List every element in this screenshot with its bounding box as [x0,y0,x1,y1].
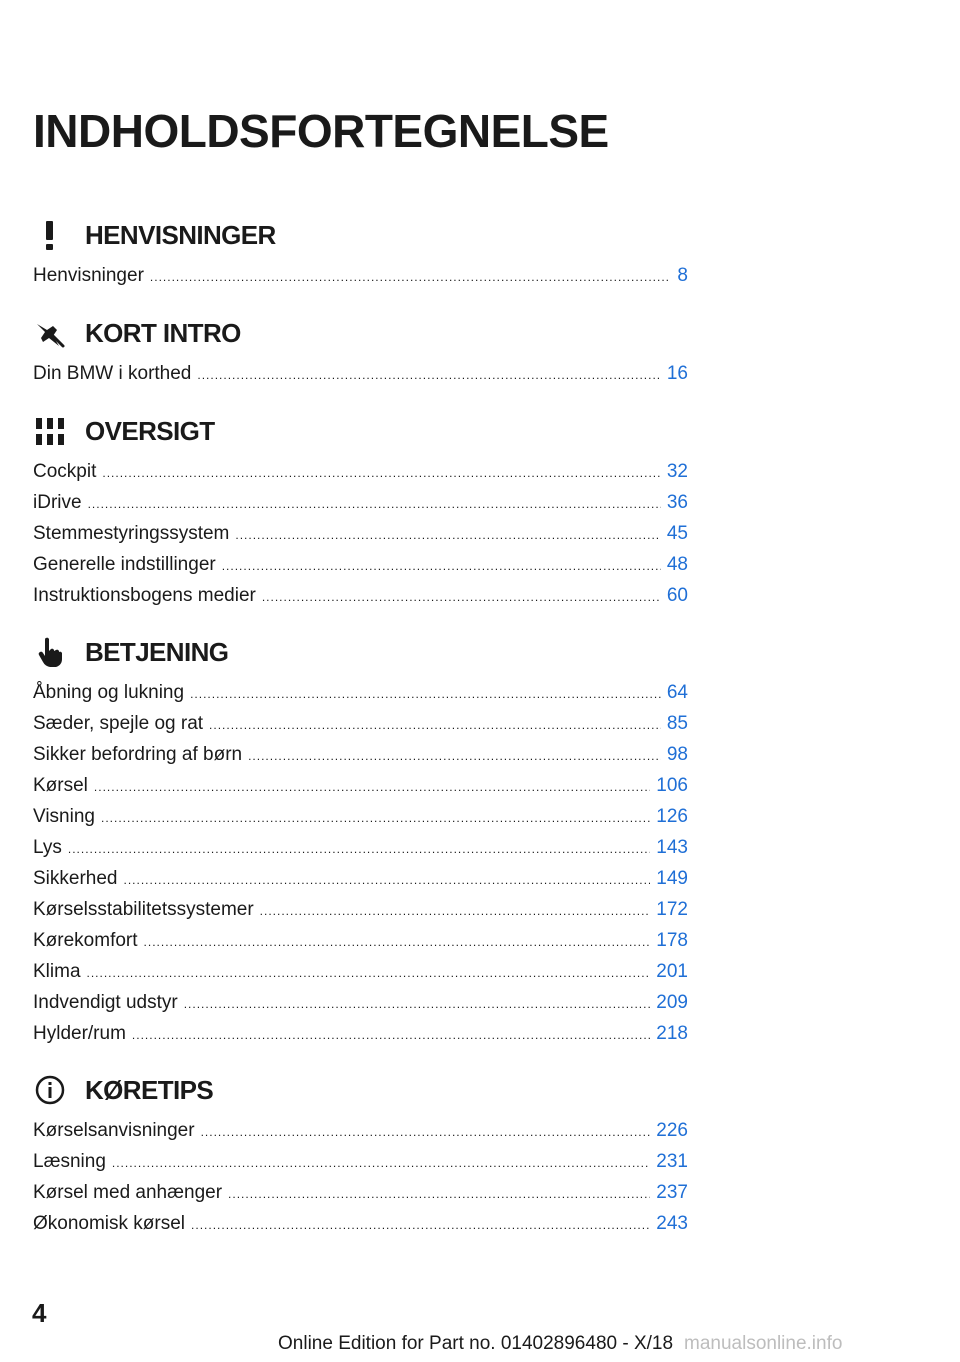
toc-entry-label: Åbning og lukning [33,682,185,703]
toc-entry-page: 36 [666,492,688,513]
toc-entry[interactable] [33,925,688,956]
grid-icon [33,414,67,448]
toc-entry-page: 172 [656,899,688,920]
section-header [33,316,688,350]
toc-entry-page: 237 [656,1182,688,1203]
toc-entry[interactable] [33,1018,688,1049]
dot-leader [235,520,660,551]
toc-entry-page: 48 [666,554,688,575]
toc-entry[interactable] [33,260,688,291]
info-circle-icon [33,1073,67,1107]
toc-entry-label: Visning [33,806,95,827]
toc-entry-page: 126 [656,806,688,827]
toc-entry-label: Sikkerhed [33,868,118,889]
toc-entry-label: Generelle indstillinger [33,554,216,575]
toc-entry[interactable] [33,832,688,863]
toc-entry-page: 149 [656,868,688,889]
toc-entry-label: Henvisninger [33,265,144,286]
toc-entry[interactable] [33,487,688,518]
section-oversigt [33,414,688,611]
dot-leader [88,489,661,520]
toc-entry-label: Kørsel [33,775,88,796]
page-title: INDHOLDSFORTEGNELSE [33,105,609,157]
toc-entry[interactable] [33,739,688,770]
exclamation-icon [33,218,67,252]
toc-entry-label: Sæder, spejle og rat [33,713,204,734]
dot-leader [197,360,660,391]
toc-entry-label: Stemmestyringssystem [33,523,230,544]
toc-entry-page: 209 [656,992,688,1013]
toc-entry[interactable] [33,677,688,708]
toc-entry[interactable] [33,1115,688,1146]
toc-entry[interactable] [33,956,688,987]
toc-entry-page: 45 [666,523,688,544]
dot-leader [68,834,650,865]
dot-leader [144,927,651,958]
toc-entry-label: Sikker befordring af børn [33,744,243,765]
dot-leader [209,710,661,741]
toc-entry-page: 16 [666,363,688,384]
toc-entry-label: Instruktionsbogens medier [33,585,256,606]
toc-entry[interactable] [33,549,688,580]
section-title: KORT INTRO [85,317,241,348]
dot-leader [201,1117,651,1148]
toc-entry-page: 243 [656,1213,688,1234]
toc-entry[interactable] [33,708,688,739]
section-title: OVERSIGT [85,415,215,446]
toc-entry-label: Klima [33,961,81,982]
toc-entry-label: Cockpit [33,461,97,482]
section-title: BETJENING [85,636,229,667]
toc-entry-label: Kørsel med anhænger [33,1182,223,1203]
dot-leader [248,741,661,772]
toc-entry-page: 85 [666,713,688,734]
toc-entry-page: 231 [656,1151,688,1172]
toc-entry[interactable] [33,1208,688,1239]
section-header [33,1073,688,1107]
toc-entry-page: 201 [656,961,688,982]
section-betjening [33,635,688,1049]
section-header [33,414,688,448]
toc-entry[interactable] [33,770,688,801]
dot-leader [102,458,661,489]
hand-pointer-icon [33,635,67,669]
toc-entry-label: Kørselsstabilitetssystemer [33,899,254,920]
dot-leader [184,989,651,1020]
toc-entry-label: Økonomisk kørsel [33,1213,186,1234]
toc-entry[interactable] [33,1146,688,1177]
dot-leader [101,803,650,834]
dot-leader [191,1210,650,1241]
section-henvisninger [33,218,688,291]
toc-entry[interactable] [33,456,688,487]
toc-entry-label: Hylder/rum [33,1023,126,1044]
dot-leader [228,1179,650,1210]
toc-entry[interactable] [33,358,688,389]
dot-leader [222,551,661,582]
section-koeretips [33,1073,688,1239]
toc-entry[interactable] [33,801,688,832]
page-number: 4 [32,1298,47,1328]
toc-entry-label: Kørekomfort [33,930,138,951]
dot-leader [262,582,661,613]
toc-entry-label: Din BMW i korthed [33,363,192,384]
section-title: HENVISNINGER [85,219,276,250]
toc-entry-page: 8 [677,265,688,286]
toc-entry-label: iDrive [33,492,82,513]
dot-leader [190,679,661,710]
toc-entry-page: 106 [656,775,688,796]
section-title: KØRETIPS [85,1074,214,1105]
toc-entry-label: Lys [33,837,62,858]
toc-entry[interactable] [33,580,688,611]
toc-entry-page: 218 [656,1023,688,1044]
toc-entry-label: Kørselsanvisninger [33,1120,195,1141]
toc-entry-page: 60 [666,585,688,606]
dot-leader [87,958,651,989]
toc-entry-label: Læsning [33,1151,106,1172]
toc-entry-page: 226 [656,1120,688,1141]
footer-edition: Online Edition for Part no. 01402896480 - X/18 [278,1333,674,1354]
dot-leader [94,772,650,803]
toc-entry-page: 64 [666,682,688,703]
toc-entry[interactable] [33,863,688,894]
dot-leader [124,865,651,896]
dot-leader [260,896,651,927]
toc-entry-page: 32 [666,461,688,482]
section-kort-intro [33,316,688,389]
dot-leader [132,1020,650,1051]
toc-entry-page: 178 [656,930,688,951]
dot-leader [112,1148,650,1179]
section-header [33,635,688,669]
toc-entry-page: 98 [666,744,688,765]
dot-leader [150,262,672,293]
toc-entry[interactable] [33,1177,688,1208]
toc-entry[interactable] [33,518,688,549]
toc-entry-page: 143 [656,837,688,858]
section-header [33,218,688,252]
toc-entry-label: Indvendigt udstyr [33,992,178,1013]
pin-icon [33,316,67,350]
toc-entry[interactable] [33,894,688,925]
toc-entry[interactable] [33,987,688,1018]
footer-watermark: manualsonline.info [684,1333,843,1354]
